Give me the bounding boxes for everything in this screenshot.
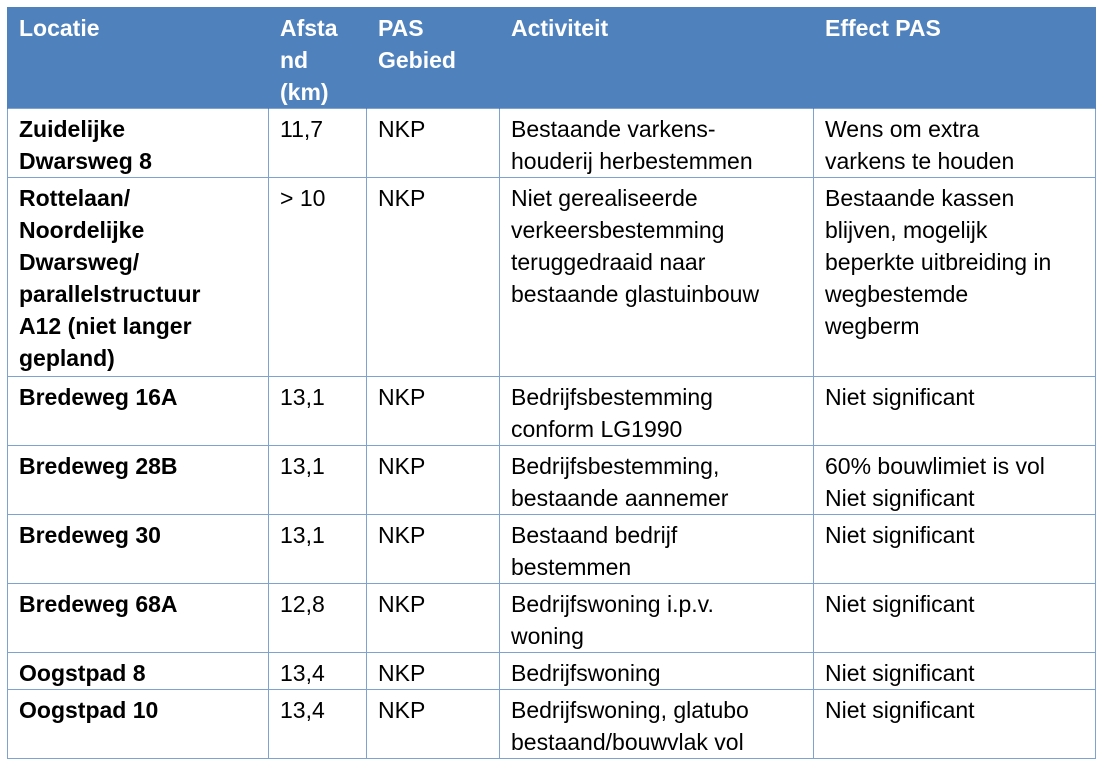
cell-pas: NKP (367, 690, 500, 759)
table-row (8, 446, 1096, 515)
cell-afstand: 13,4 (269, 653, 367, 690)
cell-activiteit: Bedrijfsbestemming, bestaande aannemer (500, 446, 814, 515)
cell-afstand: 13,4 (269, 690, 367, 759)
cell-locatie: Bredeweg 16A (8, 377, 269, 446)
cell-locatie: Zuidelijke Dwarsweg 8 (8, 109, 269, 178)
cell-afstand: > 10 (269, 178, 367, 377)
cell-pas: NKP (367, 653, 500, 690)
cell-activiteit: Bedrijfswoning, glatubo bestaand/bouwvlak vol (500, 690, 814, 759)
cell-locatie: Oogstpad 8 (8, 653, 269, 690)
header-locatie: Locatie (8, 7, 269, 109)
cell-activiteit: Bedrijfswoning i.p.v. woning (500, 584, 814, 653)
pas-effect-table-container (7, 7, 1095, 759)
table-row (8, 515, 1096, 584)
cell-locatie: Bredeweg 30 (8, 515, 269, 584)
header-pas-gebied: PAS Gebied (367, 7, 500, 109)
table-row (8, 178, 1096, 377)
cell-effect: Niet significant (814, 690, 1096, 759)
table-row (8, 377, 1096, 446)
cell-activiteit: Bedrijfsbestemming conform LG1990 (500, 377, 814, 446)
cell-effect: 60% bouwlimiet is vol Niet significant (814, 446, 1096, 515)
cell-activiteit: Bestaand bedrijf bestemmen (500, 515, 814, 584)
cell-effect: Niet significant (814, 515, 1096, 584)
table-row (8, 109, 1096, 178)
cell-activiteit: Bedrijfswoning (500, 653, 814, 690)
cell-afstand: 12,8 (269, 584, 367, 653)
cell-activiteit: Bestaande varkens- houderij herbestemmen (500, 109, 814, 178)
table-header-row (8, 7, 1096, 109)
header-activiteit: Activiteit (500, 7, 814, 109)
table-row (8, 584, 1096, 653)
table-row (8, 690, 1096, 759)
cell-afstand: 13,1 (269, 515, 367, 584)
cell-pas: NKP (367, 446, 500, 515)
cell-locatie: Bredeweg 68A (8, 584, 269, 653)
cell-effect: Niet significant (814, 377, 1096, 446)
cell-pas: NKP (367, 178, 500, 377)
cell-effect: Niet significant (814, 584, 1096, 653)
cell-afstand: 13,1 (269, 377, 367, 446)
cell-activiteit: Niet gerealiseerde verkeersbestemming teruggedraaid naar bestaande glastuinbouw (500, 178, 814, 377)
header-afstand: Afsta nd (km) (269, 7, 367, 109)
cell-locatie: Oogstpad 10 (8, 690, 269, 759)
cell-locatie: Bredeweg 28B (8, 446, 269, 515)
table-row (8, 653, 1096, 690)
cell-afstand: 13,1 (269, 446, 367, 515)
cell-effect: Bestaande kassen blijven, mogelijk beperkte uitbreiding in wegbestemde wegberm (814, 178, 1096, 377)
cell-effect: Niet significant (814, 653, 1096, 690)
cell-locatie: Rottelaan/ Noordelijke Dwarsweg/ parallelstructuur A12 (niet langer gepland) (8, 178, 269, 377)
pas-effect-table (7, 7, 1096, 759)
header-effect-pas: Effect PAS (814, 7, 1096, 109)
cell-afstand: 11,7 (269, 109, 367, 178)
cell-pas: NKP (367, 584, 500, 653)
cell-pas: NKP (367, 515, 500, 584)
cell-pas: NKP (367, 109, 500, 178)
cell-effect: Wens om extra varkens te houden (814, 109, 1096, 178)
cell-pas: NKP (367, 377, 500, 446)
